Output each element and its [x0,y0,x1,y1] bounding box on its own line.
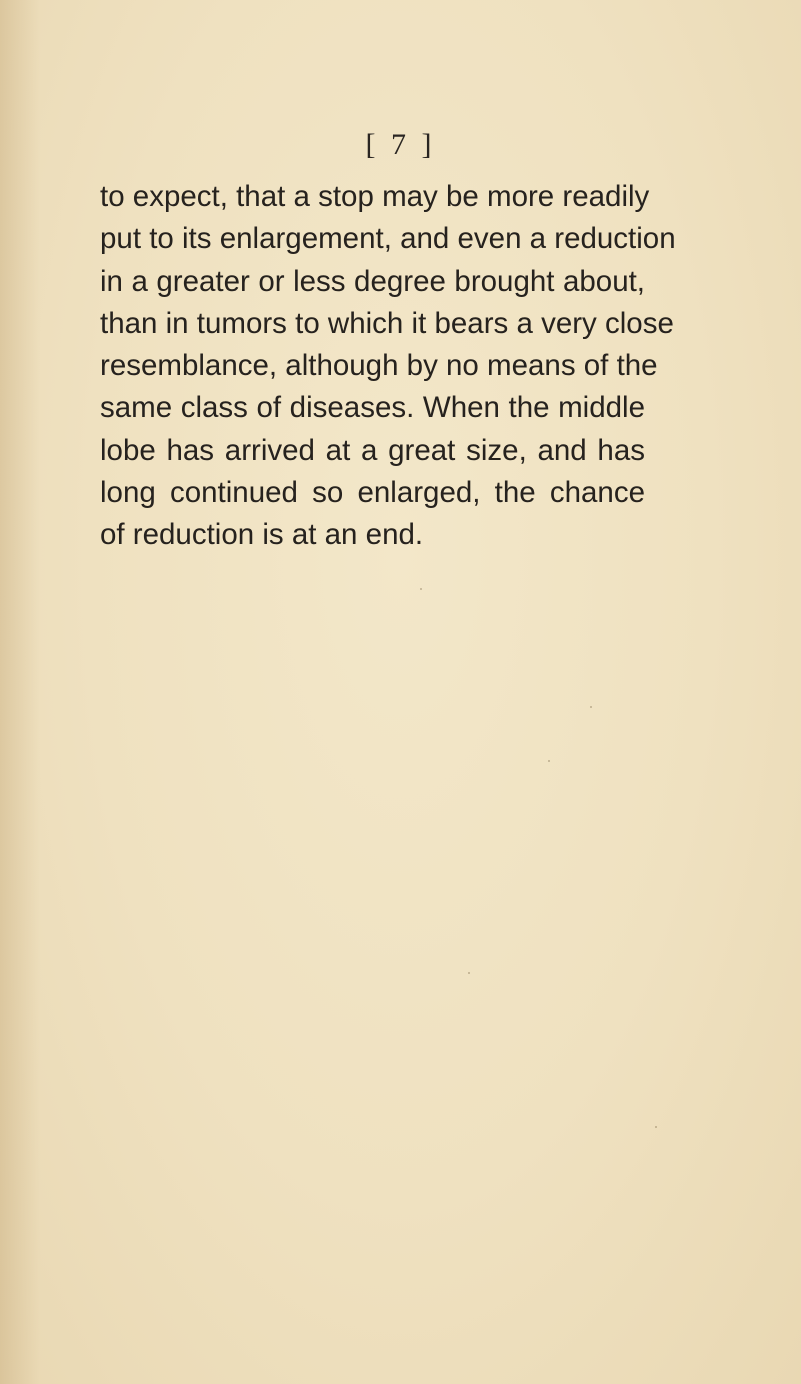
text-line-1: to expect, that a stop may be more readily [100,180,650,213]
paper-speck [655,1126,657,1128]
paper-speck [468,972,470,974]
page-edge-shadow [0,0,40,1384]
text-line-9: of reduction is at an end. [100,518,424,552]
text-line-5: resemblance, although by no means of the [100,349,658,383]
text-line-4: than in tumors to which it bears a very close [100,306,674,340]
paper-speck [420,588,422,590]
paper-speck [590,706,592,708]
text-line-3: in a greater or less degree brought about, [100,264,645,298]
text-line-8: long continued so enlarged, the chance [100,476,645,510]
text-line-7: lobe has arrived at a great size, and has [100,433,645,467]
page-number: [ 7 ] [365,128,436,161]
paper-speck [548,760,550,762]
body-paragraph [100,176,676,557]
text-line-2: put to its enlargement, and even a reduction [100,222,676,256]
text-line-6: same class of diseases. When the middle [100,391,645,425]
